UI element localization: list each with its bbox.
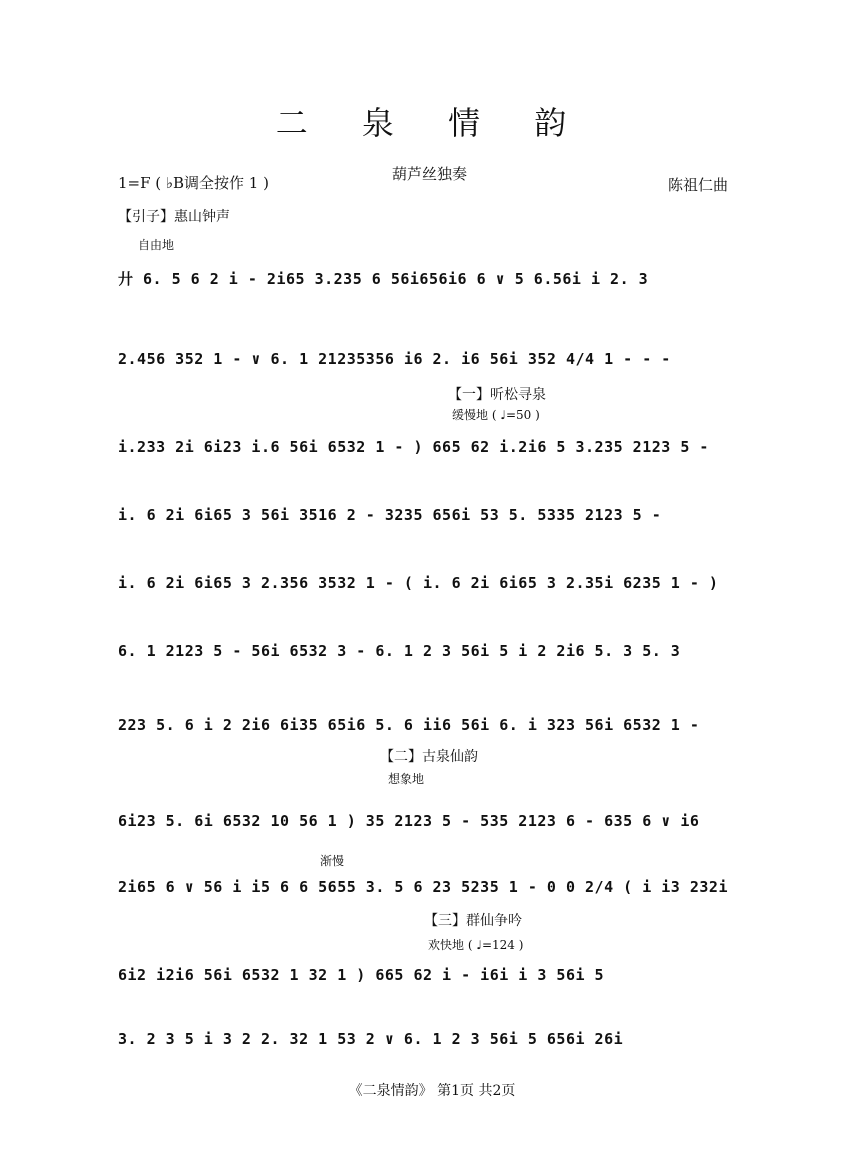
notation-line: 223 5. 6 i 2 2i6 6i35 65i6 5. 6 ii6 56i 6. i 323 56i 6532 1 - [118,716,700,734]
score-row-5 [112,562,752,602]
score-row-9 [112,866,752,906]
score-row-11 [112,1018,752,1058]
section-1-title: 【一】听松寻泉 [448,387,546,403]
page-title: 二 泉 情 韵 [275,104,589,142]
notation-line: 6. 1 2123 5 - 56i 6532 3 - 6. 1 2 3 56i 5 i 2 2i6 5. 3 5. 3 [118,642,681,660]
score-row-10 [112,954,752,994]
score-row-4 [112,494,752,534]
subtitle: 葫芦丝独奏 [392,165,468,183]
section-1-tempo: 缓慢地 ( ♩=50 ) [452,408,540,422]
notation-line: i.233 2i 6i23 i.6 56i 6532 1 - ) 665 62 i.2i6 5 3.235 2123 5 - [118,438,709,456]
score-row-7 [112,704,752,744]
notation-line: 廾 6. 5 6 2 i - 2i65 3.235 6 56i656i6 6 ∨ 5 6.56i i 2. 3 [118,270,649,288]
notation-line: 6i23 5. 6i 6532 10 56 1 ) 35 2123 5 - 535 2123 6 - 635 6 ∨ i6 [118,812,700,830]
section-intro: 【引子】惠山钟声 [118,209,230,225]
notation-line: i. 6 2i 6i65 3 2.356 3532 1 - ( i. 6 2i 6i65 3 2.35i 6235 1 - ) [118,574,719,592]
notation-line: 3. 2 3 5 i 3 2 2. 32 1 53 2 ∨ 6. 1 2 3 56i 5 656i 26i [118,1030,624,1048]
key-signature: 1=F ( ♭B调全按作 1 ) [118,174,269,192]
section-3-tempo: 欢快地 ( ♩=124 ) [428,938,524,952]
section-3-title: 【三】群仙争吟 [424,913,522,929]
section-2-tempo: 想象地 [388,772,425,786]
score-row-3 [112,426,752,466]
page-footer: 《二泉情韵》 第1页 共2页 [348,1083,516,1099]
score-row-6 [112,630,752,670]
intro-tempo: 自由地 [138,238,175,252]
dynamic-ritardando: 渐慢 [320,854,345,868]
section-2-title: 【二】古泉仙韵 [380,749,478,765]
notation-line: 2.456 352 1 - ∨ 6. 1 21235356 i6 2. i6 56i 352 4/4 1 - - - [118,350,671,368]
score-row-8 [112,800,752,840]
composer: 陈祖仁曲 [668,176,729,194]
notation-line: i. 6 2i 6i65 3 56i 3516 2 - 3235 656i 53 5. 5335 2123 5 - [118,506,662,524]
score-row-1 [112,256,752,296]
notation-line: 2i65 6 ∨ 56 i i5 6 6 5655 3. 5 6 23 5235 1 - 0 0 2/4 ( i i3 232i [118,878,728,896]
notation-line: 6i2 i2i6 56i 6532 1 32 1 ) 665 62 i - i6i i 3 56i 5 [118,966,605,984]
score-row-2 [112,338,752,378]
